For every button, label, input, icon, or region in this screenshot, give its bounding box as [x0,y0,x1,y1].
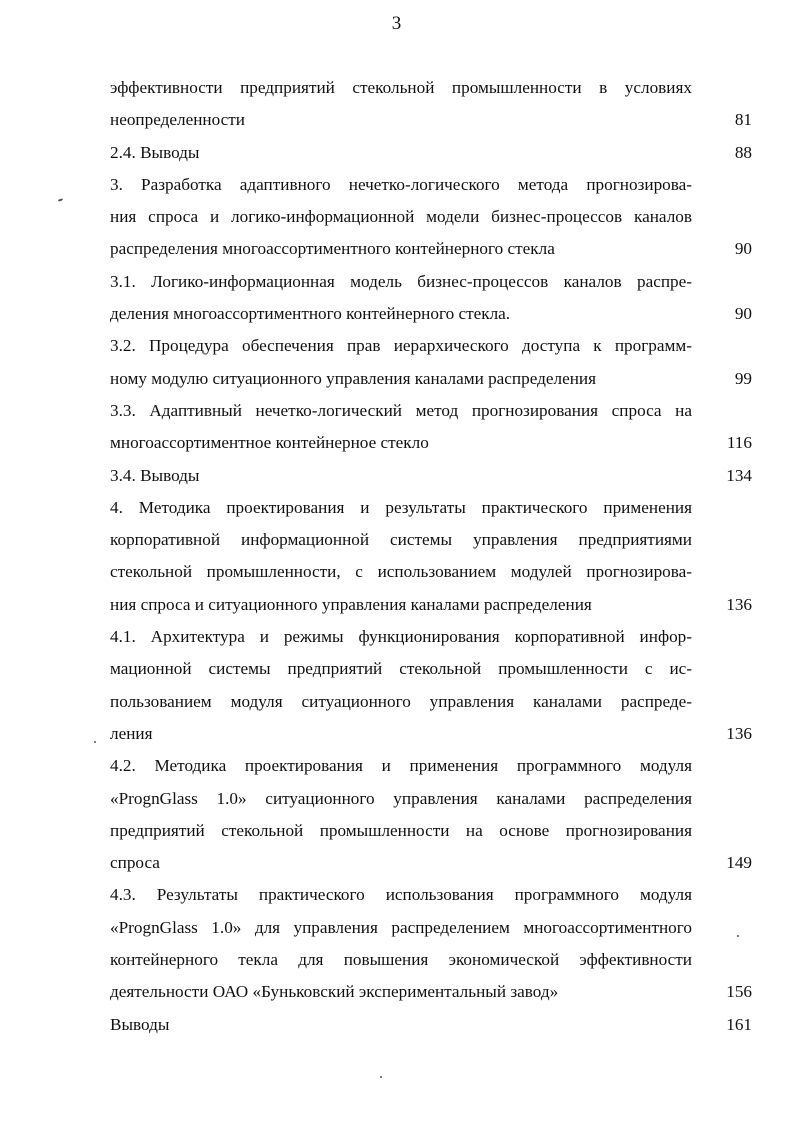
toc-line [110,460,752,492]
toc-line [110,718,752,750]
toc-page-number: 99 [734,368,752,388]
toc-line [110,72,752,104]
toc-line [110,330,752,362]
toc-entry-text: контейнерного текла для повышения экономической эффективности [110,950,692,970]
toc-entry-text: «PrognGlass 1.0» для управления распределением многоассортиментного [110,917,692,937]
toc-entry-text: «PrognGlass 1.0» ситуационного управления каналами распределения [110,788,692,808]
toc-entry [110,266,752,331]
toc-page-number: 116 [726,433,752,453]
toc-entry [110,492,752,621]
toc-entry [110,460,752,492]
toc-line [110,783,752,815]
toc-entry-text: ления [110,723,153,743]
page-number: 3 [391,13,402,34]
toc-entry-text: стекольной промышленности, с использованием модулей прогнозирова- [110,562,692,582]
toc-entry-text: 3.1. Логико-информационная модель бизнес-процессов каналов распре- [110,271,692,291]
toc-entry [110,72,752,137]
scan-artifact [380,1076,382,1078]
toc-page-number: 90 [734,239,752,259]
toc-entry-text: предприятий стекольной промышленности на основе прогнозирования [110,820,692,840]
toc-entry [110,137,752,169]
toc-entry-text: пользованием модуля ситуационного управления каналами распреде- [110,691,692,711]
toc-entry-text: 3.3. Адаптивный нечетко-логический метод прогнозирования спроса на [110,400,692,420]
toc-page-number: 88 [734,142,752,162]
toc-line [110,944,752,976]
toc-entry-text: 4.3. Результаты практического использования программного модуля [110,885,692,905]
toc-page-spacer [692,201,752,233]
toc-entry-text: мационной системы предприятий стекольной промышленности с ис- [110,659,692,679]
toc-line [110,104,752,136]
toc-page-spacer [692,492,752,524]
toc-line [110,524,752,556]
toc-line [110,750,752,782]
toc-line [110,879,752,911]
toc-line [110,912,752,944]
table-of-contents [110,72,752,1041]
toc-line [110,427,752,459]
toc-entry [110,879,752,1008]
toc-page-number: 156 [726,982,752,1002]
toc-page-spacer [692,815,752,847]
toc-page-spacer [692,72,752,104]
toc-line [110,266,752,298]
toc-entry-text: эффективности предприятий стекольной промышленности в условиях [110,78,692,97]
toc-line [110,1009,752,1041]
toc-line [110,621,752,653]
toc-entry-text: 3.4. Выводы [110,465,200,485]
scan-artifact [94,741,96,743]
toc-entry [110,330,752,395]
toc-entry-text: деления многоассортиментного контейнерного стекла. [110,304,511,324]
toc-entry-text: ния спроса и ситуационного управления каналами распределения [110,594,592,614]
toc-page-number: 149 [726,853,752,873]
toc-entry-text: 4.2. Методика проектирования и применения программного модуля [110,756,692,776]
toc-line [110,589,752,621]
toc-page-spacer [692,783,752,815]
toc-page-spacer [692,330,752,362]
toc-entry-text: неопределенности [110,110,245,130]
toc-entry [110,1009,752,1041]
toc-page-number: 136 [726,723,752,743]
toc-entry-text: 2.4. Выводы [110,142,200,162]
toc-page-spacer [692,621,752,653]
toc-line [110,815,752,847]
toc-entry [110,169,752,266]
toc-entry-text: многоассортиментное контейнерное стекло [110,433,429,453]
toc-line [110,298,752,330]
toc-entry-text: Выводы [110,1014,170,1034]
toc-page-number: 90 [734,304,752,324]
toc-line [110,492,752,524]
toc-line [110,169,752,201]
toc-line [110,395,752,427]
toc-entry-text: распределения многоассортиментного контейнерного стекла [110,239,555,259]
toc-entry-text: корпоративной информационной системы управления предприятиями [110,530,692,550]
toc-entry-text: 3.2. Процедура обеспечения прав иерархического доступа к программ- [110,336,692,356]
toc-page-spacer [692,266,752,298]
toc-entry-text: 4.1. Архитектура и режимы функционирования корпоративной инфор- [110,627,692,647]
toc-entry-text: 3. Разработка адаптивного нечетко-логического метода прогнозирова- [110,174,692,194]
toc-page-spacer [692,169,752,201]
toc-line [110,556,752,588]
toc-entry-text: ному модулю ситуационного управления каналами распределения [110,368,597,388]
toc-line [110,137,752,169]
toc-page-number: 136 [726,594,752,614]
toc-page-spacer [692,686,752,718]
toc-page-spacer [692,524,752,556]
toc-page-spacer [692,879,752,911]
scan-artifact [737,935,739,937]
toc-entry [110,621,752,750]
toc-line [110,363,752,395]
toc-line [110,653,752,685]
toc-page-spacer [692,750,752,782]
toc-entry-text: деятельности ОАО «Буньковский экспериментальный завод» [110,982,559,1002]
toc-entry-text: ния спроса и логико-информационной модели бизнес-процессов каналов [110,207,692,227]
toc-entry [110,750,752,879]
toc-line [110,976,752,1008]
toc-page-number: 134 [726,465,752,485]
toc-page-spacer [692,395,752,427]
toc-line [110,847,752,879]
toc-page-spacer [692,556,752,588]
toc-page-number: 81 [734,110,752,130]
toc-entry-text: 4. Методика проектирования и результаты практического применения [110,497,692,517]
scan-artifact [58,198,63,202]
toc-line [110,686,752,718]
toc-line [110,201,752,233]
toc-line [110,233,752,265]
toc-page-spacer [692,912,752,944]
toc-entry-text: спроса [110,853,160,873]
toc-page-number: 161 [726,1014,752,1034]
toc-page-spacer [692,653,752,685]
toc-entry [110,395,752,460]
toc-page-spacer [692,944,752,976]
